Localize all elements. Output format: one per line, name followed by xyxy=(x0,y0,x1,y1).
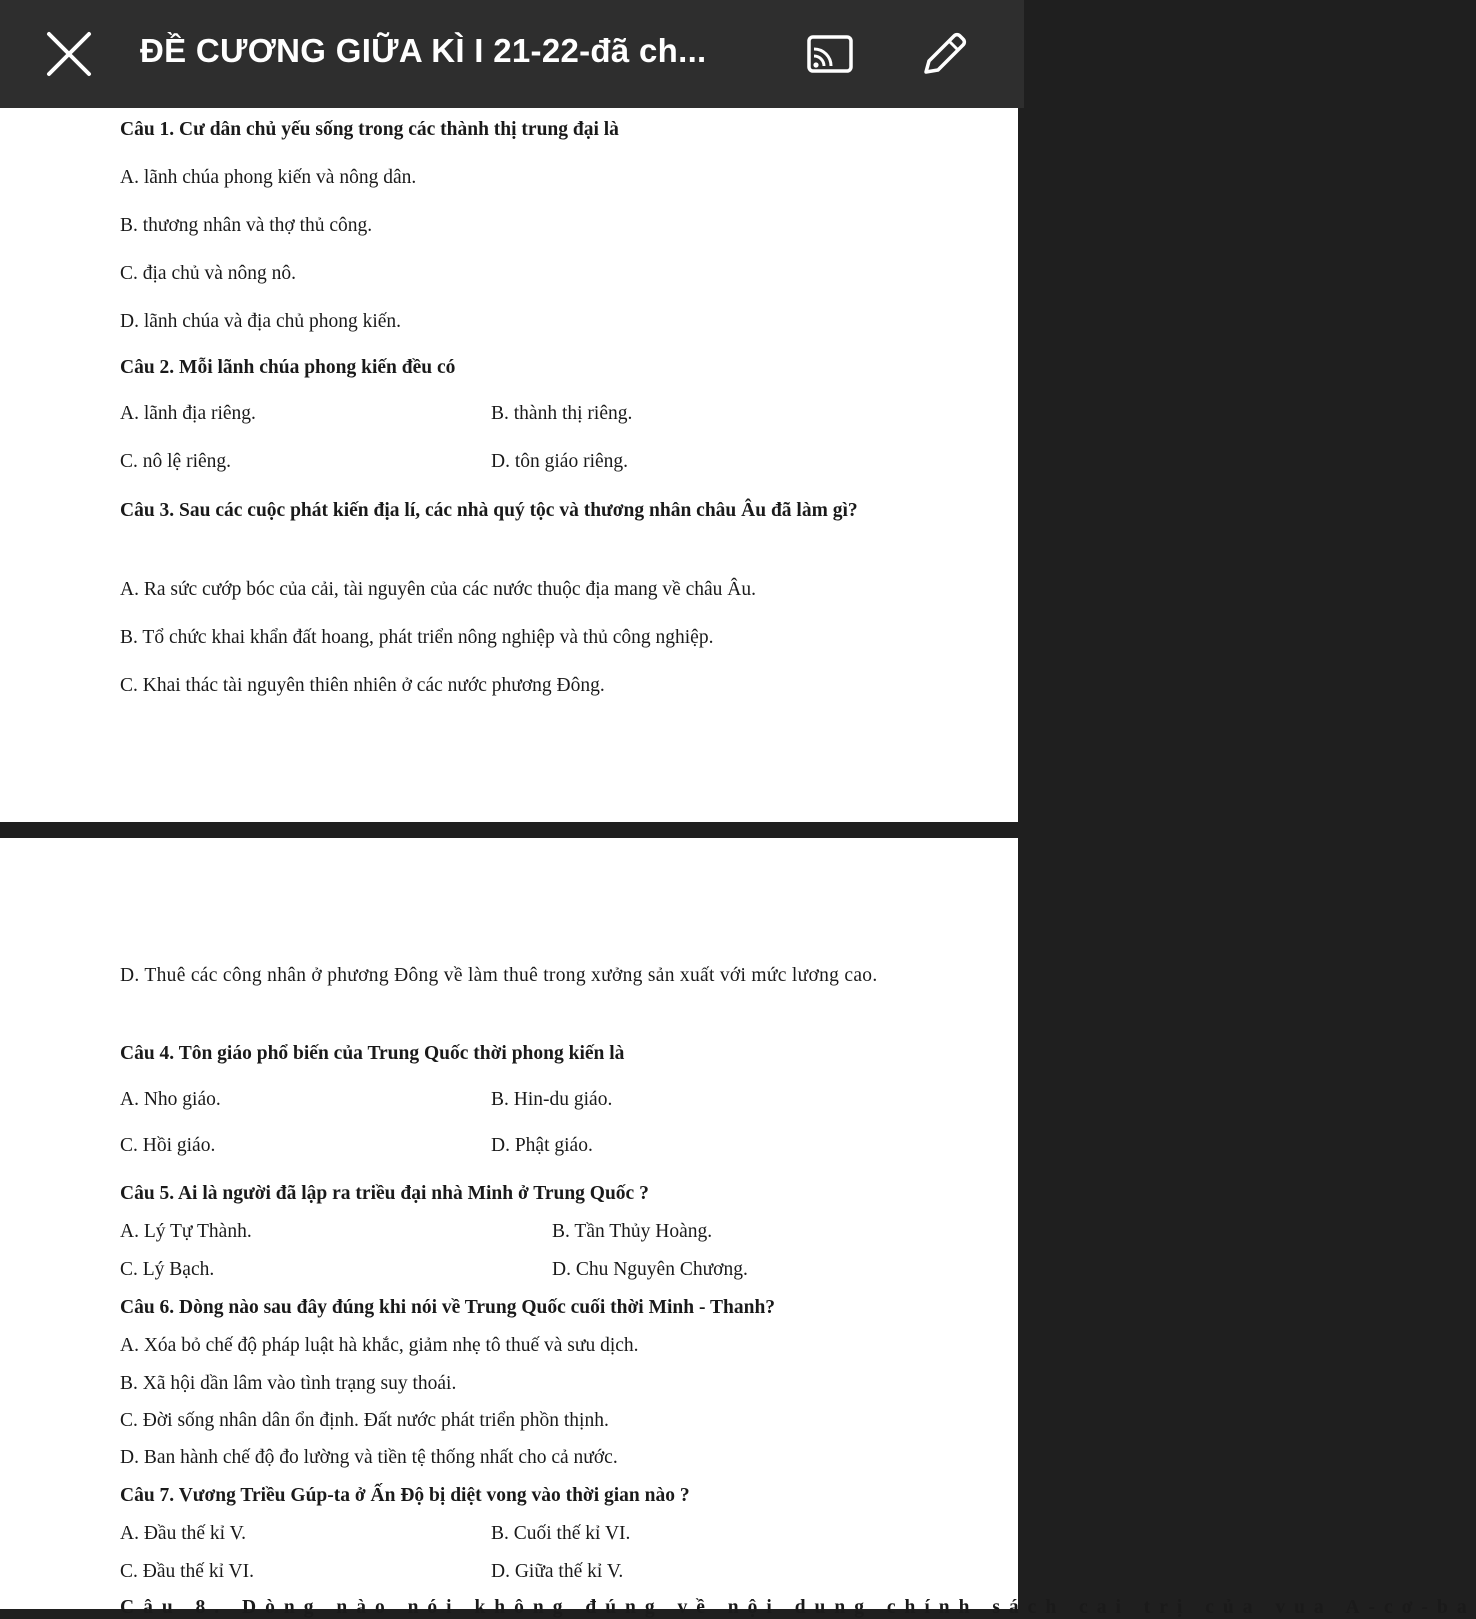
q2-option-c: C. nô lệ riêng. xyxy=(120,451,232,472)
question-7: Câu 7. Vương Triều Gúp-ta ở Ấn Độ bị diệt vong vào thời gian nào ? xyxy=(120,1485,690,1506)
q6-option-d: D. Ban hành chế độ đo lường và tiền tệ thống nhất cho cả nước. xyxy=(120,1447,618,1468)
q3-option-a: A. Ra sức cướp bóc của cải, tài nguyên của các nước thuộc địa mang về châu Âu. xyxy=(120,579,757,600)
q4-option-c: C. Hồi giáo. xyxy=(120,1135,216,1156)
question-2: Câu 2. Mỗi lãnh chúa phong kiến đều có xyxy=(120,357,456,378)
q1-option-c: C. địa chủ và nông nô. xyxy=(120,263,297,284)
q1-option-a: A. lãnh chúa phong kiến và nông dân. xyxy=(120,167,417,188)
question-1: Câu 1. Cư dân chủ yếu sống trong các thành thị trung đại là xyxy=(120,119,619,140)
q2-option-b: B. thành thị riêng. xyxy=(491,403,633,424)
q7-option-b: B. Cuối thế kỉ VI. xyxy=(491,1523,631,1544)
q6-option-b: B. Xã hội dần lâm vào tình trạng suy thoái. xyxy=(120,1373,457,1394)
viewer-header xyxy=(0,0,1024,108)
document-title: ĐỀ CƯƠNG GIỮA KÌ I 21-22-đã ch... xyxy=(140,32,707,69)
close-icon[interactable] xyxy=(44,29,94,79)
q3-option-c: C. Khai thác tài nguyên thiên nhiên ở các nước phương Đông. xyxy=(120,675,605,696)
question-8-cut-off xyxy=(120,1583,1476,1618)
edit-pencil-icon[interactable] xyxy=(918,28,970,80)
cast-icon[interactable] xyxy=(806,34,854,76)
q1-option-d: D. lãnh chúa và địa chủ phong kiến. xyxy=(120,311,402,332)
q2-option-d: D. tôn giáo riêng. xyxy=(491,451,629,472)
q5-option-a: A. Lý Tự Thành. xyxy=(120,1221,252,1242)
q3-option-d: D. Thuê các công nhân ở phương Đông về làm thuê trong xưởng sản xuất với mức lương cao. xyxy=(120,965,878,986)
question-8: Câu 8. Dòng nào nói không đúng về nội dung chính sách cai trị của vua A-cơ-ba xyxy=(120,1597,1476,1618)
q7-option-c: C. Đầu thế kỉ VI. xyxy=(120,1561,254,1582)
q5-option-c: C. Lý Bạch. xyxy=(120,1259,215,1280)
q7-option-d: D. Giữa thế kỉ V. xyxy=(491,1561,624,1582)
q4-option-b: B. Hin-du giáo. xyxy=(491,1089,613,1110)
q1-option-b: B. thương nhân và thợ thủ công. xyxy=(120,215,373,236)
q3-option-b: B. Tổ chức khai khẩn đất hoang, phát triển nông nghiệp và thủ công nghiệp. xyxy=(120,627,714,648)
q5-option-b: B. Tần Thủy Hoàng. xyxy=(552,1221,713,1242)
question-6: Câu 6. Dòng nào sau đây đúng khi nói về Trung Quốc cuối thời Minh - Thanh? xyxy=(120,1297,776,1318)
q5-option-d: D. Chu Nguyên Chương. xyxy=(552,1259,748,1280)
q6-option-c: C. Đời sống nhân dân ổn định. Đất nước phát triển phồn thịnh. xyxy=(120,1410,609,1431)
q7-option-a: A. Đầu thế kỉ V. xyxy=(120,1523,247,1544)
q2-option-a: A. lãnh địa riêng. xyxy=(120,403,256,424)
q6-option-a: A. Xóa bỏ chế độ pháp luật hà khắc, giảm nhẹ tô thuế và sưu dịch. xyxy=(120,1335,639,1356)
question-5: Câu 5. Ai là người đã lập ra triều đại nhà Minh ở Trung Quốc ? xyxy=(120,1183,649,1204)
document-page-2 xyxy=(0,838,1476,1618)
document-page-1 xyxy=(0,108,1018,822)
q4-option-d: D. Phật giáo. xyxy=(491,1135,593,1156)
q4-option-a: A. Nho giáo. xyxy=(120,1089,221,1110)
question-3: Câu 3. Sau các cuộc phát kiến địa lí, các nhà quý tộc và thương nhân châu Âu đã làm gì? xyxy=(120,500,858,521)
question-4: Câu 4. Tôn giáo phổ biến của Trung Quốc thời phong kiến là xyxy=(120,1043,625,1064)
